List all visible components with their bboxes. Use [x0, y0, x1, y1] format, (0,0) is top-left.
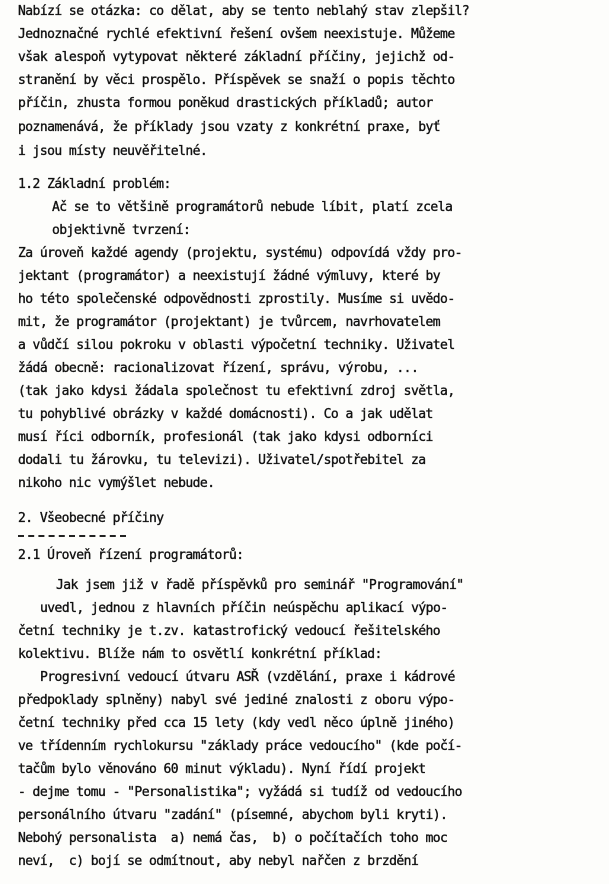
text-line: kolektivu. Blíže nám to osvětlí konkrétní příklad: — [18, 647, 382, 662]
text-line: tu pohyblivé obrázky v každé domácnosti). Co a jak udělat — [18, 407, 433, 422]
text-line: a vůdčí silou pokroku v oblasti výpočetní techniky. Uživatel — [18, 338, 455, 353]
text-line: ho této společenské odpovědnosti zprostily. Musíme si uvědo- — [18, 292, 455, 307]
text-line: Nebohý personalista a) nemá čas, b) o počítačích toho moc — [18, 831, 448, 846]
text-line: příčin, zhusta formou poněkud drastických příkladů; autor — [18, 96, 433, 111]
section-heading-2: 2. Všeobecné příčiny — [18, 511, 164, 526]
text-line: Progresivní vedoucí útvaru ASŘ (vzdělání, praxe i kádrové — [40, 670, 455, 685]
text-line: dodali tu žárovku, tu televizi). Uživatel/spotřebitel za — [18, 453, 426, 468]
text-line: Jednoznačné rychlé efektivní řešení ovšem neexistuje. Můžeme — [18, 27, 455, 42]
text-line: neví, c) bojí se odmítnout, aby nebyl nařčen z brzdění — [18, 854, 419, 869]
text-line: žádá obecně: racionalizovat řízení, správu, výrobu, ... — [18, 361, 419, 376]
text-line: předpoklady splněny) nabyl své jediné znalosti z oboru výpo- — [18, 693, 455, 708]
text-line: uvedl, jednou z hlavních příčin neúspěchu aplikací výpo- — [40, 601, 448, 616]
text-line: tačům bylo věnováno 60 minut výkladu). Nyní řídí projekt — [18, 762, 426, 777]
text-line: četní techniky je t.zv. katastrofický vedoucí řešitelského — [18, 624, 441, 639]
text-line: však alespoň vytypovat některé základní příčiny, jejichž od- — [18, 50, 455, 65]
text-line: (tak jako kdysi žádala společnost tu efektivní zdroj světla, — [18, 384, 455, 399]
section-heading-1-2: 1.2 Základní problém: — [18, 177, 171, 192]
text-line: i jsou místy neuvěřitelné. — [18, 144, 208, 159]
text-line: mit, že programátor (projektant) je tvůrcem, navrhovatelem — [18, 315, 441, 330]
text-line: stranění by věci prospělo. Příspěvek se snaží o popis těchto — [18, 73, 455, 88]
text-line: musí říci odborník, profesionál (tak jako kdysi odborníci — [18, 430, 433, 445]
text-line: jektant (programátor) a neexistují žádné výmluvy, které by — [18, 269, 441, 284]
text-line: Ač se to většině programátorů nebude líbit, platí zcela — [52, 200, 453, 215]
text-line: objektivně tvrzení: — [52, 223, 191, 238]
text-line: Za úroveň každé agendy (projektu, systému) odpovídá vždy pro- — [18, 246, 462, 261]
text-line: četní techniky před cca 15 lety (kdy vedl něco úplně jiného) — [18, 716, 455, 731]
section-heading-2-1: 2.1 Úroveň řízení programátorů: — [18, 548, 244, 563]
text-line: personálního útvaru "zadání" (písemné, abychom byli kryti). — [18, 808, 448, 823]
text-line: nikoho nic vymýšlet nebude. — [18, 476, 215, 491]
text-line: poznamenává, že příklady jsou vzaty z konkrétní praxe, byť — [18, 120, 441, 135]
text-line: Jak jsem již v řadě příspěvků pro seminář "Programování" — [56, 578, 464, 593]
text-line: Nabízí se otázka: co dělat, aby se tento neblahý stav zlepšil? — [18, 4, 470, 19]
heading-underline — [18, 535, 126, 537]
text-line: ve třídenním rychlokursu "základy práce vedoucího" (kde počí- — [18, 739, 462, 754]
text-line: - dejme tomu - "Personalistika"; vyžádá si tudíž od vedoucího — [18, 785, 462, 800]
